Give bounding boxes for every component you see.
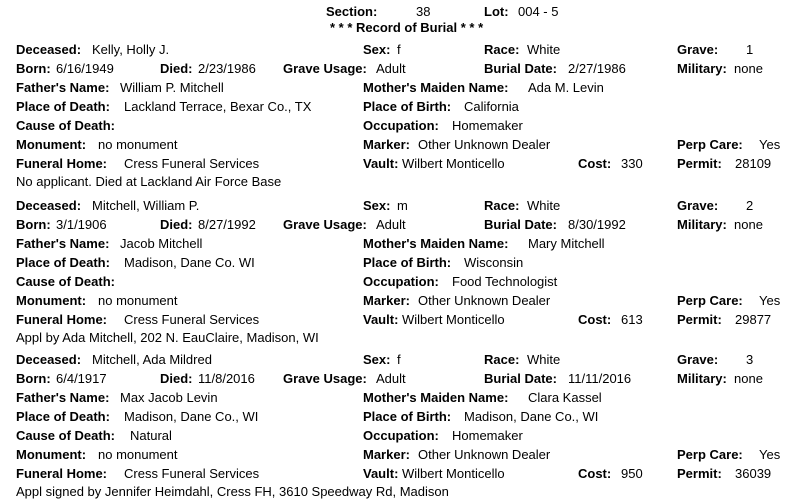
cause-label: Cause of Death: bbox=[16, 428, 115, 443]
lot-label: Lot: bbox=[484, 4, 509, 19]
race-label: Race: bbox=[484, 198, 520, 213]
grave-label: Grave: bbox=[677, 42, 719, 57]
race-label: Race: bbox=[484, 42, 520, 57]
monument-label: Monument: bbox=[16, 293, 87, 308]
place-of-death-value: Lackland Terrace, Bexar Co., TX bbox=[124, 99, 312, 114]
marker-label: Marker: bbox=[363, 137, 410, 152]
permit-value: 29877 bbox=[735, 312, 772, 327]
place-of-death-value: Madison, Dane Co. WI bbox=[124, 255, 255, 270]
cost-value: 950 bbox=[621, 466, 643, 481]
mother-label: Mother's Maiden Name: bbox=[363, 390, 509, 405]
place-of-death-value: Madison, Dane Co., WI bbox=[124, 409, 259, 424]
occupation-label: Occupation: bbox=[363, 428, 439, 443]
grave-label: Grave: bbox=[677, 198, 719, 213]
monument-value: no monument bbox=[98, 137, 178, 152]
vault-label: Vault: bbox=[363, 466, 399, 481]
race-label: Race: bbox=[484, 352, 520, 367]
deceased-value: Kelly, Holly J. bbox=[92, 42, 170, 57]
permit-label: Permit: bbox=[677, 156, 722, 171]
funeral-home-value: Cress Funeral Services bbox=[124, 312, 260, 327]
grave-usage-value: Adult bbox=[376, 217, 406, 232]
place-of-death-label: Place of Death: bbox=[16, 255, 110, 270]
grave-usage-label: Grave Usage: bbox=[283, 61, 367, 76]
place-of-death-label: Place of Death: bbox=[16, 99, 110, 114]
occupation-value: Food Technologist bbox=[452, 274, 558, 289]
burial-record bbox=[0, 198, 800, 345]
father-label: Father's Name: bbox=[16, 236, 110, 251]
grave-usage-value: Adult bbox=[376, 371, 406, 386]
record-note: No applicant. Died at Lackland Air Force Base bbox=[16, 174, 282, 189]
grave-usage-label: Grave Usage: bbox=[283, 371, 367, 386]
died-label: Died: bbox=[160, 371, 193, 386]
grave-value: 1 bbox=[746, 42, 754, 57]
funeral-home-value: Cress Funeral Services bbox=[124, 466, 260, 481]
cause-value bbox=[130, 274, 330, 290]
born-label: Born: bbox=[16, 217, 51, 232]
perp-care-label: Perp Care: bbox=[677, 447, 743, 462]
monument-label: Monument: bbox=[16, 447, 87, 462]
father-value: Jacob Mitchell bbox=[120, 236, 203, 251]
vault-label: Vault: bbox=[363, 156, 399, 171]
permit-label: Permit: bbox=[677, 466, 722, 481]
place-of-birth-value: Wisconsin bbox=[464, 255, 524, 270]
burial-record bbox=[0, 42, 800, 189]
sex-value: m bbox=[397, 198, 408, 213]
monument-label: Monument: bbox=[16, 137, 87, 152]
perp-care-value: Yes bbox=[759, 137, 781, 152]
marker-label: Marker: bbox=[363, 447, 410, 462]
mother-label: Mother's Maiden Name: bbox=[363, 80, 509, 95]
deceased-value: Mitchell, Ada Mildred bbox=[92, 352, 212, 367]
mother-value: Clara Kassel bbox=[528, 390, 602, 405]
sex-value: f bbox=[397, 42, 401, 57]
section-label: Section: bbox=[326, 4, 378, 19]
military-value: none bbox=[734, 217, 763, 232]
cause-label: Cause of Death: bbox=[16, 118, 115, 133]
race-value: White bbox=[527, 352, 561, 367]
cost-label: Cost: bbox=[578, 466, 612, 481]
military-label: Military: bbox=[677, 217, 727, 232]
vault-value: Wilbert Monticello bbox=[402, 312, 505, 327]
section-value: 38 bbox=[416, 4, 431, 19]
mother-value: Mary Mitchell bbox=[528, 236, 605, 251]
grave-usage-label: Grave Usage: bbox=[283, 217, 367, 232]
burial-date-label: Burial Date: bbox=[484, 217, 557, 232]
cost-value: 613 bbox=[621, 312, 643, 327]
race-value: White bbox=[527, 198, 561, 213]
father-label: Father's Name: bbox=[16, 390, 110, 405]
father-value: Max Jacob Levin bbox=[120, 390, 218, 405]
grave-usage-value: Adult bbox=[376, 61, 406, 76]
born-value: 6/4/1917 bbox=[56, 371, 107, 386]
marker-value: Other Unknown Dealer bbox=[418, 137, 551, 152]
cause-value: Natural bbox=[130, 428, 172, 443]
burial-date-value: 2/27/1986 bbox=[568, 61, 626, 76]
burial-date-value: 11/11/2016 bbox=[568, 371, 632, 386]
vault-value: Wilbert Monticello bbox=[402, 466, 505, 481]
burial-date-label: Burial Date: bbox=[484, 61, 557, 76]
perp-care-value: Yes bbox=[759, 447, 781, 462]
funeral-home-label: Funeral Home: bbox=[16, 156, 108, 171]
born-label: Born: bbox=[16, 61, 51, 76]
died-label: Died: bbox=[160, 217, 193, 232]
deceased-label: Deceased: bbox=[16, 42, 82, 57]
place-of-birth-label: Place of Birth: bbox=[363, 255, 452, 270]
burial-date-label: Burial Date: bbox=[484, 371, 557, 386]
marker-value: Other Unknown Dealer bbox=[418, 447, 551, 462]
vault-value: Wilbert Monticello bbox=[402, 156, 505, 171]
record-note: Appl signed by Jennifer Heimdahl, Cress FH, 3610 Speedway Rd, Madison bbox=[16, 484, 449, 499]
cost-value: 330 bbox=[621, 156, 643, 171]
deceased-value: Mitchell, William P. bbox=[92, 198, 200, 213]
permit-value: 28109 bbox=[735, 156, 772, 171]
race-value: White bbox=[527, 42, 561, 57]
died-value: 11/8/2016 bbox=[198, 371, 255, 386]
perp-care-label: Perp Care: bbox=[677, 137, 743, 152]
cost-label: Cost: bbox=[578, 312, 612, 327]
mother-value: Ada M. Levin bbox=[528, 80, 604, 95]
deceased-label: Deceased: bbox=[16, 352, 82, 367]
monument-value: no monument bbox=[98, 447, 178, 462]
permit-value: 36039 bbox=[735, 466, 772, 481]
page-title: * * * Record of Burial * * * bbox=[330, 20, 484, 35]
deceased-label: Deceased: bbox=[16, 198, 82, 213]
monument-value: no monument bbox=[98, 293, 178, 308]
lot-value: 004 - 5 bbox=[518, 4, 559, 19]
sex-label: Sex: bbox=[363, 42, 391, 57]
occupation-label: Occupation: bbox=[363, 118, 439, 133]
grave-value: 2 bbox=[746, 198, 754, 213]
place-of-birth-value: Madison, Dane Co., WI bbox=[464, 409, 599, 424]
occupation-value: Homemaker bbox=[452, 118, 523, 133]
grave-label: Grave: bbox=[677, 352, 719, 367]
place-of-birth-label: Place of Birth: bbox=[363, 99, 452, 114]
cost-label: Cost: bbox=[578, 156, 612, 171]
military-value: none bbox=[734, 371, 763, 386]
father-label: Father's Name: bbox=[16, 80, 110, 95]
sex-value: f bbox=[397, 352, 401, 367]
cause-label: Cause of Death: bbox=[16, 274, 115, 289]
military-label: Military: bbox=[677, 61, 727, 76]
burial-record bbox=[0, 352, 800, 499]
grave-value: 3 bbox=[746, 352, 754, 367]
place-of-birth-label: Place of Birth: bbox=[363, 409, 452, 424]
sex-label: Sex: bbox=[363, 198, 391, 213]
burial-date-value: 8/30/1992 bbox=[568, 217, 626, 232]
place-of-death-label: Place of Death: bbox=[16, 409, 110, 424]
sex-label: Sex: bbox=[363, 352, 391, 367]
funeral-home-label: Funeral Home: bbox=[16, 466, 108, 481]
marker-label: Marker: bbox=[363, 293, 410, 308]
occupation-value: Homemaker bbox=[452, 428, 523, 443]
occupation-label: Occupation: bbox=[363, 274, 439, 289]
father-value: William P. Mitchell bbox=[120, 80, 224, 95]
mother-label: Mother's Maiden Name: bbox=[363, 236, 509, 251]
perp-care-value: Yes bbox=[759, 293, 781, 308]
died-label: Died: bbox=[160, 61, 193, 76]
marker-value: Other Unknown Dealer bbox=[418, 293, 551, 308]
funeral-home-value: Cress Funeral Services bbox=[124, 156, 260, 171]
military-value: none bbox=[734, 61, 763, 76]
military-label: Military: bbox=[677, 371, 727, 386]
died-value: 2/23/1986 bbox=[198, 61, 256, 76]
perp-care-label: Perp Care: bbox=[677, 293, 743, 308]
place-of-birth-value: California bbox=[464, 99, 519, 114]
record-note: Appl by Ada Mitchell, 202 N. EauClaire, Madison, WI bbox=[16, 330, 319, 345]
vault-label: Vault: bbox=[363, 312, 399, 327]
born-value: 6/16/1949 bbox=[56, 61, 114, 76]
funeral-home-label: Funeral Home: bbox=[16, 312, 108, 327]
permit-label: Permit: bbox=[677, 312, 722, 327]
cause-value bbox=[130, 118, 330, 134]
born-value: 3/1/1906 bbox=[56, 217, 107, 232]
born-label: Born: bbox=[16, 371, 51, 386]
died-value: 8/27/1992 bbox=[198, 217, 256, 232]
